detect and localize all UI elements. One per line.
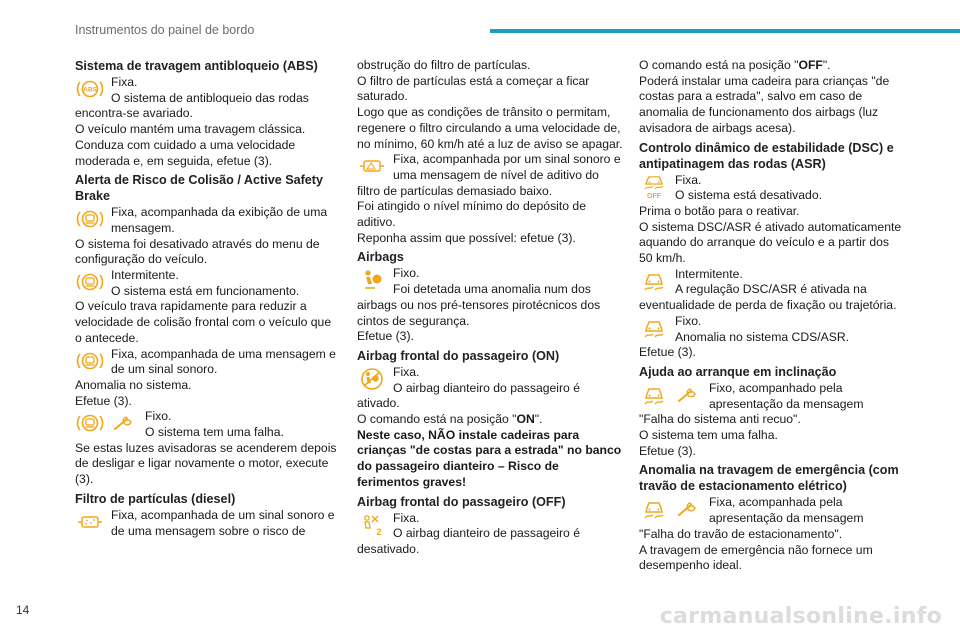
collision-state-text-3: Fixa, acompanhada de uma mensagem e de um sinal sonoro. <box>111 346 336 377</box>
watermark: carmanualsonline.info <box>659 604 942 629</box>
airbag-on-warning: Neste caso, NÃO instale cadeiras para crianças "de costas para a estrada" no banco do passageiro dianteiro – Risco de ferimentos graves! <box>357 427 622 489</box>
dsc-description-3: Efetue (3). <box>639 345 696 360</box>
dsc-asr-icon <box>639 497 669 521</box>
particle-filter-icon <box>75 510 105 534</box>
filter-state-text-1: Fixa, acompanhada de um sinal sonoro e de uma mensagem sobre o risco de <box>111 507 335 538</box>
emergency-braking-state-text: Fixa, acompanhada pela apresentação da mensagem <box>709 495 864 526</box>
collision-warning-icon <box>75 270 105 294</box>
warning-row-airbags <box>357 266 623 297</box>
column-1 <box>75 58 341 539</box>
warning-row-hill-start <box>639 381 905 412</box>
section-title-airbag-on: Airbag frontal do passageiro (ON) <box>357 348 560 363</box>
hill-start-description: "Falha do sistema anti recuo". O sistema tem uma falha. Efetue (3). <box>639 412 801 458</box>
airbag-on-switch-position: O comando está na posição "ON". <box>357 412 543 427</box>
section-title-hill-start: Ajuda ao arranque em inclinação <box>639 364 837 379</box>
collision-description-1: O sistema foi desativado através do menu de configuração do veículo. <box>75 236 320 267</box>
section-title-abs: Sistema de travagem antibloqueio (ABS) <box>75 59 318 73</box>
section-title-particle-filter: Filtro de partículas (diesel) <box>75 491 236 506</box>
airbag-off-description-2: Poderá instalar uma cadeira para crianças "de costas para a estrada", salvo em caso de anomalia de funcionamento dos airbags (luz avisadora de airbags acesa). <box>639 73 890 135</box>
wrench-icon <box>673 497 703 521</box>
collision-state-text-4: Fixo. O sistema tem uma falha. <box>145 409 284 440</box>
warning-row-abs <box>75 75 341 106</box>
collision-description-3: Anomalia no sistema. Efetue (3). <box>75 377 192 408</box>
dsc-asr-icon <box>639 269 669 293</box>
filter-state-text-2: Fixa, acompanhada por um sinal sonoro e uma mensagem de nível de aditivo do <box>393 152 621 182</box>
section-title-airbags: Airbags <box>357 250 404 265</box>
warning-row-airbag-on <box>357 365 623 396</box>
dsc-state-text-2: Intermitente. A regulação DSC/ASR é ativada na <box>675 266 867 297</box>
collision-warning-icon <box>75 207 105 231</box>
filter-additive-icon <box>357 154 387 178</box>
wrench-icon <box>109 411 139 435</box>
collision-state-text-2: Intermitente. O sistema está em funcionamento. <box>111 268 300 298</box>
airbag-on-state-text: Fixa. O airbag dianteiro do passageiro é <box>393 364 580 395</box>
filter-description-2: filtro de partículas demasiado baixo. Foi atingido o nível mínimo do depósito de aditivo. Reponha assim que possível: efetue (3). <box>357 183 586 245</box>
airbags-description: airbags ou nos pré-tensores pirotécnicos dos cintos de segurança. Efetue (3). <box>357 297 601 344</box>
warning-row-filter-1 <box>75 508 341 539</box>
passenger-airbag-off-icon <box>357 513 387 537</box>
collision-description-2: O veículo trava rapidamente para reduzir a velocidade de colisão frontal com o veículo que o antecede. <box>75 299 332 345</box>
section-title-collision: Alerta de Risco de Colisão / Active Safety Brake <box>75 173 323 204</box>
warning-row-dsc-2 <box>639 267 905 298</box>
dsc-off-icon-label: OFF <box>647 192 661 199</box>
column-3 <box>639 58 905 574</box>
abs-description: encontra-se avariado. O veículo mantém uma travagem clássica. Conduza com cuidado a uma velocidade moderada e, em seguida, efetue (3). <box>75 106 306 168</box>
section-title-dsc: Controlo dinâmico de estabilidade (DSC) e antipatinagem das rodas (ASR) <box>639 140 894 171</box>
filter-description-1: obstrução do filtro de partículas. O filtro de partículas está a começar a ficar saturado. Logo que as condições de trânsito o permitam, regenere o filtro circulando a uma velocidade de, no mínimo, 60 km/h até a luz de aviso se apagar. <box>357 58 623 151</box>
collision-warning-icon <box>75 349 105 373</box>
column-2 <box>357 58 623 558</box>
passenger-airbag-on-icon <box>357 367 387 391</box>
section-title-emergency-braking: Anomalia na travagem de emergência (com travão de estacionamento elétrico) <box>639 463 899 494</box>
warning-row-collision-3 <box>75 347 341 378</box>
abs-warning-icon <box>75 77 105 101</box>
dsc-asr-icon <box>639 383 669 407</box>
airbag-off-switch-position: O comando está na posição "OFF". <box>639 58 831 72</box>
warning-row-dsc-3 <box>639 314 905 345</box>
dsc-off-icon <box>639 175 669 199</box>
warning-row-collision-1 <box>75 205 341 236</box>
wrench-icon <box>673 383 703 407</box>
warning-row-emergency-braking <box>639 495 905 526</box>
page-number: 14 <box>16 603 30 617</box>
collision-description-4: Se estas luzes avisadoras se acenderem depois de desligar e ligar novamente o motor, execute (3). <box>75 440 337 487</box>
collision-warning-icon <box>75 411 105 435</box>
warning-row-dsc-1 <box>639 173 905 204</box>
collision-state-text-1: Fixa, acompanhada da exibição de uma mensagem. <box>111 205 328 235</box>
section-title-airbag-off: Airbag frontal do passageiro (OFF) <box>357 494 566 509</box>
airbag-on-description: ativado. <box>357 396 400 411</box>
warning-row-collision-4 <box>75 409 341 440</box>
dsc-state-text-1: Fixa. O sistema está desativado. <box>675 172 822 203</box>
warning-row-airbag-off <box>357 511 623 542</box>
dsc-state-text-3: Fixo. Anomalia no sistema CDS/ASR. <box>675 313 850 344</box>
warning-row-filter-2 <box>357 152 623 183</box>
airbags-state-text: Fixo. Foi detetada uma anomalia num dos <box>393 266 591 297</box>
header-title: Instrumentos do painel de bordo <box>75 23 255 37</box>
dsc-description-2: eventualidade de perda de fixação ou trajetória. <box>639 298 897 313</box>
header-accent-bar <box>490 29 960 33</box>
dsc-description-1: Prima o botão para o reativar. O sistema DSC/ASR é ativado automaticamente aquando do arranque do veículo e a partir dos 50 km/h. <box>639 203 902 266</box>
hill-start-state-text: Fixo, acompanhado pela apresentação da mensagem <box>709 380 864 411</box>
emergency-braking-description: "Falha do travão de estacionamento". A travagem de emergência não fornece um desempenho ideal. <box>639 526 873 573</box>
warning-row-collision-2 <box>75 268 341 299</box>
airbag-icon <box>357 268 387 292</box>
dsc-asr-icon <box>639 316 669 340</box>
abs-state-text: Fixa. O sistema de antibloqueio das rodas <box>111 75 309 105</box>
airbag-off-description: desativado. <box>357 541 420 556</box>
airbag-off-state-text: Fixa. O airbag dianteiro de passageiro é <box>393 510 580 541</box>
